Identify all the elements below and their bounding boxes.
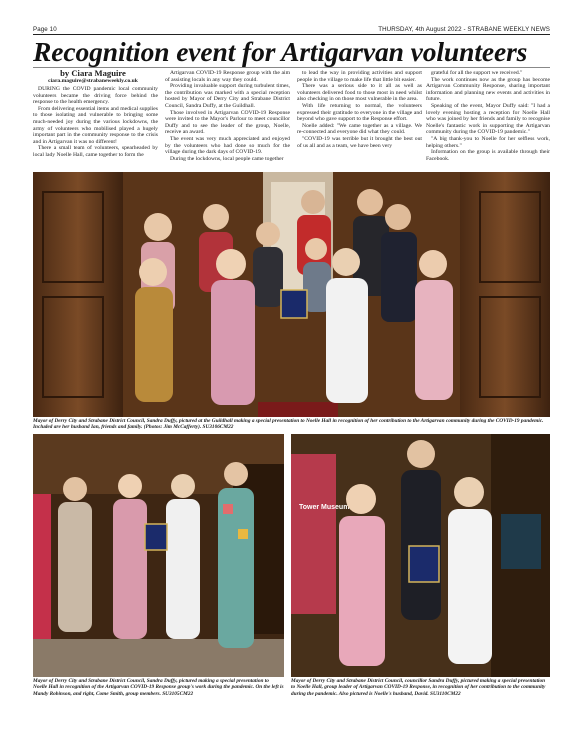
article-column-3	[297, 70, 422, 171]
museum-sign-text: Tower Museum	[299, 504, 350, 511]
paragraph: Noelle added: "We came together as a village. We re-connected and everyone did what they could.	[297, 122, 422, 136]
paragraph: "A big thank-you to Noelle for her selfless work, helping others."	[426, 135, 550, 149]
group-photo	[33, 172, 550, 417]
paragraph: Speaking of the event, Mayor Duffy said: "I had a lovely evening hosting a reception for Noelle Hall who was joined by her friends and family to recognise Noelle's fantastic work in supporting the Artigarvan community during the COVID-19 pandemic."	[426, 102, 550, 136]
paragraph: During the lockdowns, local people came together	[170, 155, 284, 162]
byline	[33, 68, 153, 85]
paragraph: Those involved in Artigarvan COVID-19 Response were invited to the Mayor's Parlour to meet councillor Duffy and to see the leader of the group, Noelle, receive an award.	[165, 109, 290, 136]
paragraph: The work continues now as the group has become Artigarvan Community Response, sharing important information and planning new events and activities in future.	[426, 76, 550, 103]
presentation-photo-left-caption: Mayor of Derry City and Strabane District Council, Sandra Duffy, pictured making a special presentation to Noelle Hall in recognition of the Artigarvan COVID-19 Response group's work during the pandemic. On the left is Mandy Robinson, and right, Come Smith, group members. SU3105CM22	[33, 678, 284, 697]
paragraph: Information on the group is available through their Facebook.	[426, 149, 550, 162]
presentation-photo-right-image	[291, 434, 550, 677]
article-column-1	[33, 86, 158, 171]
byline-name: by Ciara Maguire	[60, 68, 126, 78]
presentation-photo-left	[33, 434, 284, 677]
presentation-photo-right-caption: Mayor of Derry City and Strabane District Council, councillor Sandra Duffy, pictured making a special presentation to Noelle Hall, group leader of Artigarvan COVID-19 Response, in recognition of her contribution to the community during the pandemic. Also pictured is Noelle's husband, David. SU3110CM22	[291, 678, 546, 697]
paragraph: Providing invaluable support during turbulent times, the contribution was marked with a special reception hosted by Mayor of Derry City and Strabane District Council, Sandra Duffy, at the Guildhall.	[165, 83, 290, 109]
paragraph: With life returning to normal, the volunteers expressed their gratitude to everyone in the village and beyond who gave support to the Response effort.	[297, 102, 422, 123]
paragraph: Artigarvan COVID-19 Response group with the aim of assisting locals in any way they could.	[165, 70, 290, 83]
paragraph: There was a serious side to it all as well as volunteers delivered food to those most in need whilst also checking in on those most vulnerable in the area.	[297, 83, 422, 103]
page-number: Page 10	[33, 26, 57, 33]
group-photo-caption: Mayor of Derry City and Strabane District Council, Sandra Duffy, pictured at the Guildhall making a special presentation to Noelle Hall in recognition of her contribution to the Artigarvan community during the COVID-19 pandemic. Included are her husband Ian, friends and family. (Photos: Jim McCafferty). SU3106CM22	[33, 418, 544, 431]
paragraph: From delivering essential items and medical supplies to those isolating and vulnerable to bringing some much-needed joy during the various lockdowns, the army of volunteers who mobilised played a hugely important part in the community response to the crisis and in Artigarvan it was no different!	[33, 105, 158, 145]
paragraph: DURING the COVID pandemic local community volunteers became the driving force behind the response to the health emergency.	[33, 86, 158, 106]
issue-date: THURSDAY, 4th August 2022 - STRABANE WEEKLY NEWS	[378, 26, 550, 33]
byline-email: ciara.maguire@strabaneweekly.co.uk	[48, 78, 138, 84]
article-column-4	[426, 70, 550, 171]
paragraph: grateful for all the support we received."	[431, 70, 523, 76]
headline: Recognition event for Artigarvan volunteers	[33, 36, 528, 67]
paragraph: There a small team of volunteers, spearheaded by local lady Noelle Hall, came together to form the	[33, 145, 158, 158]
top-rule	[33, 34, 550, 35]
paragraph: "COVID-19 was terrible but it brought the best out of us all and as a team, we have been very	[297, 135, 422, 149]
presentation-photo-right	[291, 434, 550, 677]
article-column-2	[165, 70, 290, 171]
paragraph: The event was very much appreciated and enjoyed by the volunteers who had done so much for the village during the dark days of COVID-19.	[165, 135, 290, 156]
paragraph: to lead the way in providing activities and support people in the village to make life that little bit easier.	[297, 70, 422, 83]
presentation-photo-left-image	[33, 434, 284, 677]
group-photo-image	[33, 172, 550, 417]
